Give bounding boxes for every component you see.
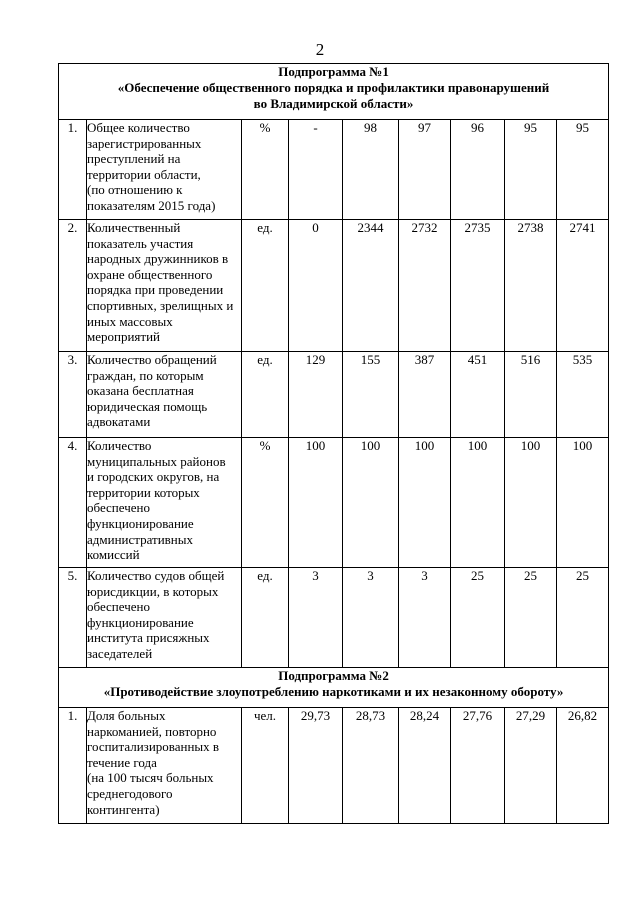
row-number: 1. (59, 120, 87, 220)
row-value: 100 (289, 438, 343, 568)
row-unit: % (242, 438, 289, 568)
section-title (59, 64, 609, 120)
section-header-row (59, 64, 609, 120)
section-title-line: Подпрограмма №2 (278, 668, 389, 683)
section-header-row (59, 668, 609, 708)
desc-line: муниципальных районов (87, 453, 226, 469)
desc-line: течение года (87, 754, 157, 770)
row-description (87, 352, 242, 438)
desc-line: госпитализированных в (87, 739, 220, 755)
desc-line: охране общественного (87, 266, 213, 282)
desc-line: народных дружинников в (87, 251, 229, 267)
row-number: 5. (59, 568, 87, 668)
desc-line: преступлений на (87, 151, 181, 167)
row-value: 27,76 (451, 708, 505, 824)
row-value: 97 (399, 120, 451, 220)
row-value: 25 (557, 568, 609, 668)
desc-line: показателям 2015 года) (87, 197, 216, 213)
table-row (59, 708, 609, 824)
row-value: 3 (399, 568, 451, 668)
row-unit: ед. (242, 352, 289, 438)
desc-line: мероприятий (87, 329, 160, 345)
row-value: 535 (557, 352, 609, 438)
desc-line: юридическая помощь (87, 398, 208, 414)
desc-line: порядка при проведении (87, 282, 224, 298)
desc-line: наркоманией, повторно (87, 723, 217, 739)
section-title-line: во Владимирской области» (253, 96, 414, 111)
row-value: 100 (343, 438, 399, 568)
row-unit: % (242, 120, 289, 220)
desc-line: Общее количество (87, 120, 190, 135)
row-value: 100 (505, 438, 557, 568)
row-value: 25 (505, 568, 557, 668)
table-row (59, 568, 609, 668)
row-value: 26,82 (557, 708, 609, 824)
desc-line: среднегодового (87, 785, 173, 801)
desc-line: Доля больных (87, 708, 166, 723)
row-value: 100 (399, 438, 451, 568)
table-row (59, 120, 609, 220)
desc-line: функционирование (87, 515, 194, 531)
desc-line: заседателей (87, 645, 153, 661)
row-value: 3 (289, 568, 343, 668)
desc-line: (на 100 тысяч больных (87, 770, 214, 786)
page-number: 2 (315, 40, 325, 59)
row-description (87, 120, 242, 220)
section-title-line: «Обеспечение общественного порядка и профилактики правонарушений (117, 80, 550, 95)
row-value: 2738 (505, 220, 557, 352)
row-value: 129 (289, 352, 343, 438)
desc-line: Количественный (87, 220, 181, 235)
desc-line: (по отношению к (87, 182, 183, 198)
row-value: 95 (557, 120, 609, 220)
desc-line: территории которых (87, 484, 200, 500)
row-value: 29,73 (289, 708, 343, 824)
row-description (87, 708, 242, 824)
row-value: 2344 (343, 220, 399, 352)
row-value: 2735 (451, 220, 505, 352)
desc-line: Количество обращений (87, 352, 217, 367)
desc-line: граждан, по которым (87, 367, 204, 383)
row-value: 2741 (557, 220, 609, 352)
row-value: 28,24 (399, 708, 451, 824)
row-value: - (289, 120, 343, 220)
row-number: 3. (59, 352, 87, 438)
desc-line: спортивных, зрелищных и (87, 297, 234, 313)
row-value: 95 (505, 120, 557, 220)
table-row (59, 438, 609, 568)
desc-line: административных (87, 531, 193, 547)
row-value: 2732 (399, 220, 451, 352)
desc-line: и городских округов, на (87, 469, 220, 485)
row-number: 1. (59, 708, 87, 824)
row-value: 155 (343, 352, 399, 438)
desc-line: обеспечено (87, 599, 150, 615)
row-description (87, 220, 242, 352)
row-number: 4. (59, 438, 87, 568)
row-value: 451 (451, 352, 505, 438)
table-row (59, 352, 609, 438)
row-unit: ед. (242, 220, 289, 352)
row-number: 2. (59, 220, 87, 352)
desc-line: Количество (87, 438, 152, 453)
row-value: 387 (399, 352, 451, 438)
desc-line: Количество судов общей (87, 568, 225, 583)
desc-line: обеспечено (87, 500, 150, 516)
row-description (87, 438, 242, 568)
desc-line: комиссий (87, 547, 140, 563)
row-value: 100 (557, 438, 609, 568)
row-description (87, 568, 242, 668)
section-title (59, 668, 609, 708)
indicators-table (58, 63, 609, 824)
table-row (59, 220, 609, 352)
desc-line: показатель участия (87, 235, 194, 251)
row-value: 98 (343, 120, 399, 220)
row-value: 100 (451, 438, 505, 568)
desc-line: адвокатами (87, 414, 151, 430)
row-value: 0 (289, 220, 343, 352)
row-value: 25 (451, 568, 505, 668)
row-value: 27,29 (505, 708, 557, 824)
row-unit: ед. (242, 568, 289, 668)
section-title-line: «Противодействие злоупотреблению наркотиками и их незаконному обороту» (103, 684, 564, 699)
desc-line: зарегистрированных (87, 135, 202, 151)
desc-line: контингента) (87, 801, 160, 817)
row-value: 3 (343, 568, 399, 668)
desc-line: оказана бесплатная (87, 383, 194, 399)
row-value: 516 (505, 352, 557, 438)
section-title-line: Подпрограмма №1 (278, 64, 389, 79)
desc-line: территории области, (87, 166, 201, 182)
row-value: 28,73 (343, 708, 399, 824)
desc-line: юрисдикции, в которых (87, 583, 219, 599)
desc-line: иных массовых (87, 313, 173, 329)
desc-line: института присяжных (87, 630, 210, 646)
row-value: 96 (451, 120, 505, 220)
row-unit: чел. (242, 708, 289, 824)
desc-line: функционирование (87, 614, 194, 630)
